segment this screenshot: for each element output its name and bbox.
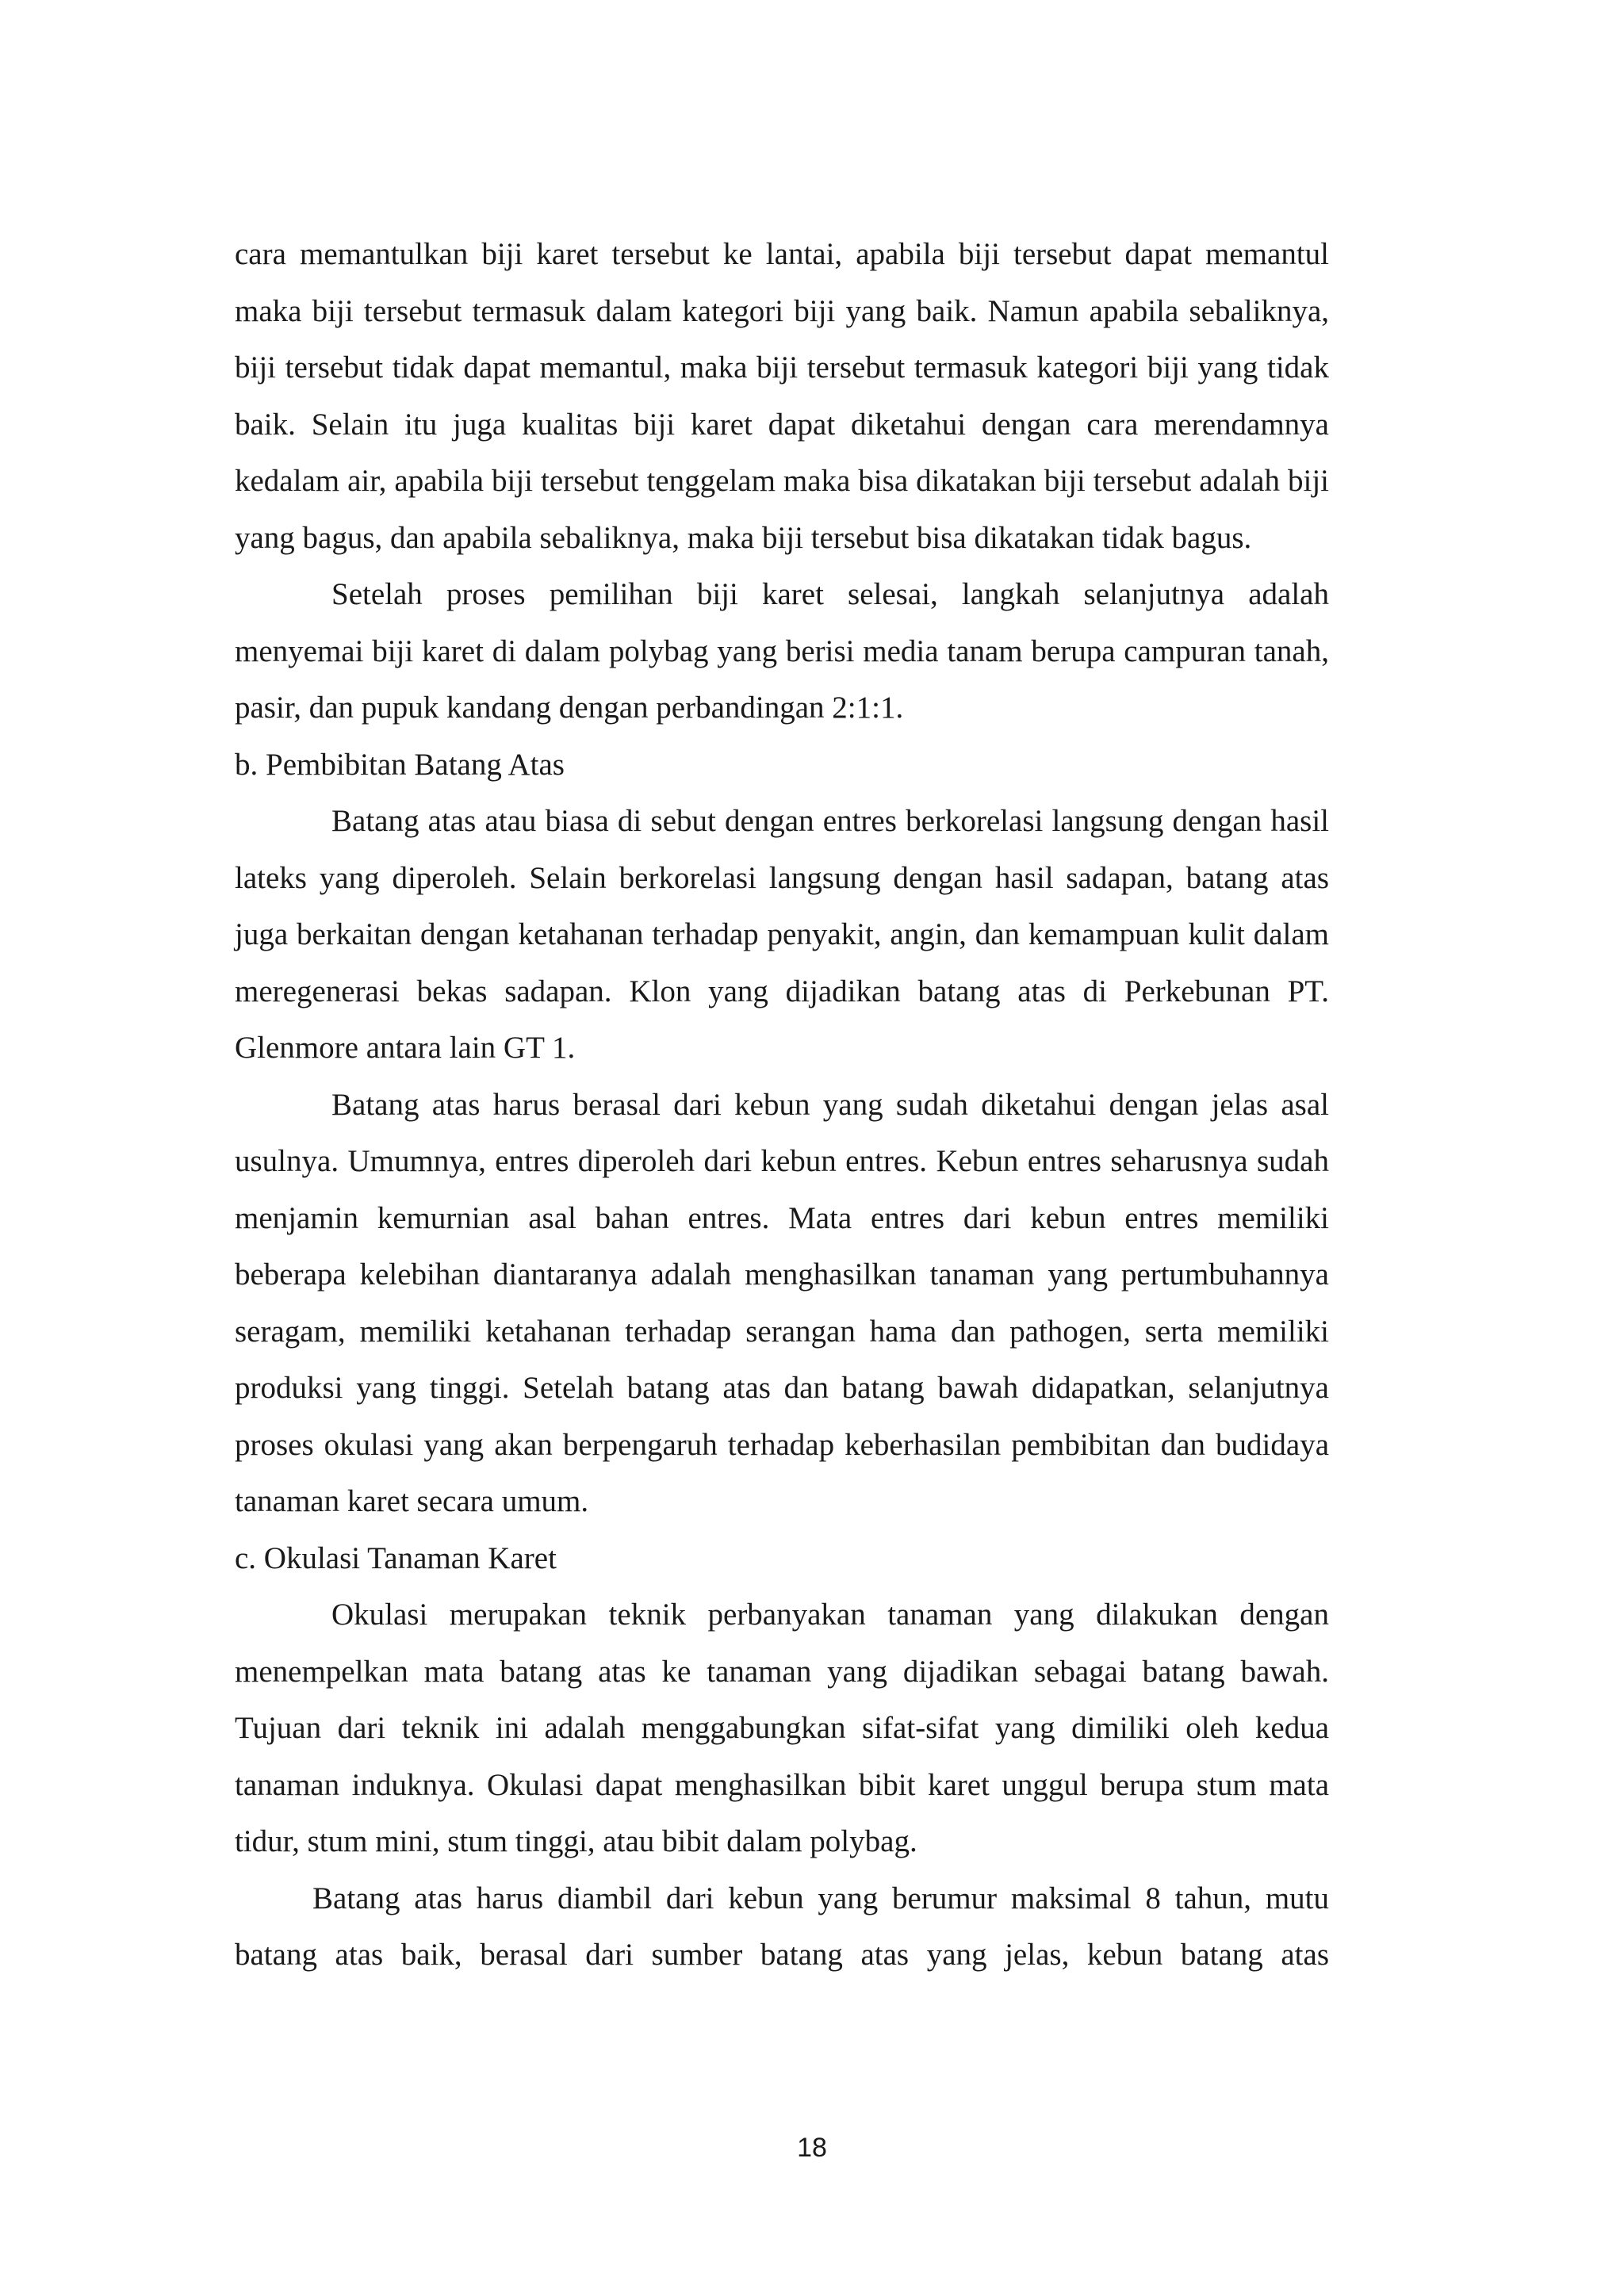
paragraph-seed-bounce-test: cara memantulkan biji karet tersebut ke lantai, apabila biji tersebut dapat memantul maka biji tersebut termasuk dalam kategori biji yang baik. Namun apabila sebaliknya, biji tersebut tidak dapat memantul, maka biji tersebut termasuk kategori biji yang tidak baik. Selain itu juga kualitas biji karet dapat diketahui dengan cara merendamnya kedalam air, apabila biji tersebut tenggelam maka bisa dikatakan biji tersebut adalah biji yang bagus, dan apabila sebaliknya, maka biji tersebut bisa dikatakan tidak bagus.	[235, 237, 1329, 555]
paragraph-seed-sowing: Setelah proses pemilihan biji karet selesai, langkah selanjutnya adalah menyemai biji karet di dalam polybag yang berisi media tanam berupa campuran tanah, pasir, dan pupuk kandang dengan perbandingan 2:1:1.	[235, 577, 1329, 725]
paragraph-grafting-intro: Okulasi merupakan teknik perbanyakan tanaman yang dilakukan dengan menempelkan mata batang atas ke tanaman yang dijadikan sebagai batang bawah. Tujuan dari teknik ini adalah menggabungkan sifat-sifat yang dimiliki oleh kedua tanaman induknya. Okulasi dapat menghasilkan bibit karet unggul berupa stum mata tidur, stum mini, stum tinggi, atau bibit dalam polybag.	[235, 1598, 1329, 1858]
body-text	[235, 226, 1329, 1984]
paragraph-scion-intro: Batang atas atau biasa di sebut dengan entres berkorelasi langsung dengan hasil lateks yang diperoleh. Selain berkorelasi langsung dengan hasil sadapan, batang atas juga berkaitan dengan ketahanan terhadap penyakit, angin, dan kemampuan kulit dalam meregenerasi bekas sadapan. Klon yang dijadikan batang atas di Perkebunan PT. Glenmore antara lain GT 1.	[235, 804, 1329, 1065]
section-heading-c: c. Okulasi Tanaman Karet	[235, 1540, 557, 1575]
paragraph-scion-requirements: Batang atas harus diambil dari kebun yang berumur maksimal 8 tahun, mutu batang atas baik, berasal dari sumber batang atas yang jelas, kebun batang atas	[235, 1881, 1329, 1972]
section-heading-b: b. Pembibitan Batang Atas	[235, 747, 565, 782]
page-number: 18	[797, 2133, 827, 2163]
paragraph-scion-source: Batang atas harus berasal dari kebun yang sudah diketahui dengan jelas asal usulnya. Umumnya, entres diperoleh dari kebun entres. Kebun entres seharusnya sudah menjamin kemurnian asal bahan entres. Mata entres dari kebun entres memiliki beberapa kelebihan diantaranya adalah menghasilkan tanaman yang pertumbuhannya seragam, memiliki ketahanan terhadap serangan hama dan pathogen, serta memiliki produksi yang tinggi. Setelah batang atas dan batang bawah didapatkan, selanjutnya proses okulasi yang akan berpengaruh terhadap keberhasilan pembibitan dan budidaya tanaman karet secara umum.	[235, 1087, 1329, 1518]
